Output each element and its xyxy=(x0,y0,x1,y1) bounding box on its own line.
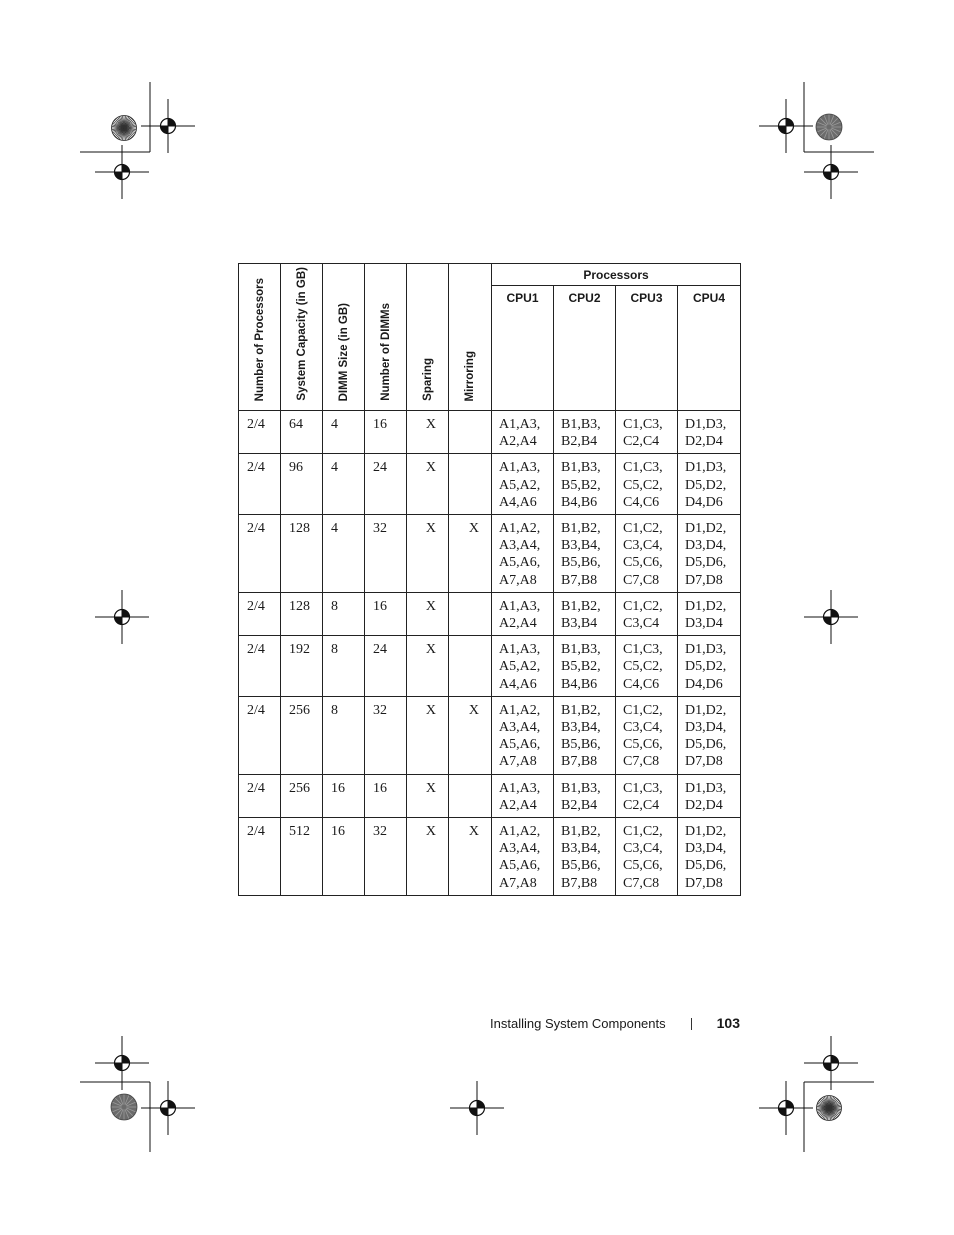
cell-dimm-size: 16 xyxy=(323,774,365,817)
registration-target-icon xyxy=(759,1081,813,1135)
cell-mirroring xyxy=(449,592,492,635)
cell-cpu1-slots: A1,A3, A5,A2, A4,A6 xyxy=(492,454,554,515)
cell-cpu4-slots: D1,D3, D5,D2, D4,D6 xyxy=(678,636,741,697)
cell-number-of-processors: 2/4 xyxy=(239,592,281,635)
cell-sparing: X xyxy=(407,774,449,817)
registration-target-icon xyxy=(804,1036,858,1090)
cell-system-capacity: 512 xyxy=(281,818,323,896)
table-row xyxy=(239,592,741,635)
cell-system-capacity: 128 xyxy=(281,592,323,635)
header-dimm-size: DIMM Size (in GB) xyxy=(323,264,365,411)
cell-cpu1-slots: A1,A2, A3,A4, A5,A6, A7,A8 xyxy=(492,696,554,774)
cell-cpu2-slots: B1,B3, B5,B2, B4,B6 xyxy=(554,636,616,697)
header-cpu1: CPU1 xyxy=(492,286,554,411)
cell-cpu3-slots: C1,C2, C3,C4, C5,C6, C7,C8 xyxy=(616,818,678,896)
cell-cpu4-slots: D1,D3, D2,D4 xyxy=(678,411,741,454)
cell-number-of-processors: 2/4 xyxy=(239,774,281,817)
cell-system-capacity: 256 xyxy=(281,774,323,817)
table-row xyxy=(239,818,741,896)
registration-target-icon xyxy=(450,1081,504,1135)
cell-system-capacity: 128 xyxy=(281,515,323,593)
cell-mirroring: X xyxy=(449,696,492,774)
cell-cpu1-slots: A1,A3, A2,A4 xyxy=(492,592,554,635)
cell-number-of-dimms: 16 xyxy=(365,774,407,817)
cell-cpu3-slots: C1,C3, C2,C4 xyxy=(616,774,678,817)
cell-cpu1-slots: A1,A3, A5,A2, A4,A6 xyxy=(492,636,554,697)
cell-cpu1-slots: A1,A2, A3,A4, A5,A6, A7,A8 xyxy=(492,515,554,593)
cell-number-of-dimms: 32 xyxy=(365,515,407,593)
cell-cpu4-slots: D1,D2, D3,D4 xyxy=(678,592,741,635)
cell-system-capacity: 96 xyxy=(281,454,323,515)
cell-cpu4-slots: D1,D3, D5,D2, D4,D6 xyxy=(678,454,741,515)
cell-number-of-processors: 2/4 xyxy=(239,515,281,593)
registration-target-icon xyxy=(95,145,149,199)
cell-system-capacity: 256 xyxy=(281,696,323,774)
registration-target-icon xyxy=(804,145,858,199)
cell-cpu3-slots: C1,C2, C3,C4, C5,C6, C7,C8 xyxy=(616,696,678,774)
cell-cpu4-slots: D1,D2, D3,D4, D5,D6, D7,D8 xyxy=(678,818,741,896)
header-cpu4: CPU4 xyxy=(678,286,741,411)
cell-dimm-size: 4 xyxy=(323,454,365,515)
cell-cpu4-slots: D1,D3, D2,D4 xyxy=(678,774,741,817)
cell-dimm-size: 4 xyxy=(323,411,365,454)
registration-target-icon xyxy=(141,99,195,153)
cell-mirroring: X xyxy=(449,818,492,896)
cell-number-of-processors: 2/4 xyxy=(239,454,281,515)
cell-number-of-dimms: 16 xyxy=(365,411,407,454)
cell-system-capacity: 192 xyxy=(281,636,323,697)
page-footer xyxy=(440,1015,740,1031)
cell-cpu4-slots: D1,D2, D3,D4, D5,D6, D7,D8 xyxy=(678,515,741,593)
footer-separator xyxy=(691,1018,692,1030)
registration-target-icon xyxy=(95,590,149,644)
cell-cpu3-slots: C1,C2, C3,C4 xyxy=(616,592,678,635)
cell-dimm-size: 4 xyxy=(323,515,365,593)
cell-sparing: X xyxy=(407,411,449,454)
table-row xyxy=(239,411,741,454)
cell-system-capacity: 64 xyxy=(281,411,323,454)
cell-cpu2-slots: B1,B2, B3,B4, B5,B6, B7,B8 xyxy=(554,515,616,593)
table-row xyxy=(239,515,741,593)
cell-cpu3-slots: C1,C3, C5,C2, C4,C6 xyxy=(616,636,678,697)
header-sparing: Sparing xyxy=(407,264,449,411)
cell-sparing: X xyxy=(407,696,449,774)
cell-cpu2-slots: B1,B2, B3,B4 xyxy=(554,592,616,635)
starburst-register-icon xyxy=(817,1096,842,1121)
header-mirroring: Mirroring xyxy=(449,264,492,411)
cell-dimm-size: 16 xyxy=(323,818,365,896)
cell-number-of-dimms: 24 xyxy=(365,636,407,697)
cell-mirroring xyxy=(449,636,492,697)
cell-number-of-dimms: 24 xyxy=(365,454,407,515)
cell-dimm-size: 8 xyxy=(323,592,365,635)
table-row xyxy=(239,636,741,697)
table-row xyxy=(239,454,741,515)
cell-mirroring xyxy=(449,454,492,515)
gray-register-dot-icon xyxy=(816,114,842,140)
cell-sparing: X xyxy=(407,454,449,515)
header-cpu3: CPU3 xyxy=(616,286,678,411)
cell-number-of-processors: 2/4 xyxy=(239,696,281,774)
memory-configuration-table xyxy=(238,263,741,896)
cell-number-of-dimms: 32 xyxy=(365,696,407,774)
header-number-of-processors: Number of Processors xyxy=(239,264,281,411)
header-system-capacity: System Capacity (in GB) xyxy=(281,264,323,411)
table-body xyxy=(239,411,741,896)
cell-cpu3-slots: C1,C3, C2,C4 xyxy=(616,411,678,454)
cell-cpu3-slots: C1,C3, C5,C2, C4,C6 xyxy=(616,454,678,515)
header-cpu2: CPU2 xyxy=(554,286,616,411)
cell-number-of-dimms: 32 xyxy=(365,818,407,896)
header-number-of-dimms: Number of DIMMs xyxy=(365,264,407,411)
cell-dimm-size: 8 xyxy=(323,636,365,697)
cell-number-of-processors: 2/4 xyxy=(239,636,281,697)
cell-cpu2-slots: B1,B3, B2,B4 xyxy=(554,774,616,817)
cell-number-of-dimms: 16 xyxy=(365,592,407,635)
starburst-register-icon xyxy=(112,116,137,141)
cell-cpu2-slots: B1,B3, B2,B4 xyxy=(554,411,616,454)
cell-cpu1-slots: A1,A3, A2,A4 xyxy=(492,411,554,454)
table-row xyxy=(239,696,741,774)
footer-section-title: Installing System Components xyxy=(490,1016,666,1031)
cell-cpu1-slots: A1,A3, A2,A4 xyxy=(492,774,554,817)
table-row xyxy=(239,774,741,817)
cell-number-of-processors: 2/4 xyxy=(239,411,281,454)
cell-cpu2-slots: B1,B2, B3,B4, B5,B6, B7,B8 xyxy=(554,696,616,774)
cell-cpu3-slots: C1,C2, C3,C4, C5,C6, C7,C8 xyxy=(616,515,678,593)
registration-target-icon xyxy=(804,590,858,644)
cell-mirroring xyxy=(449,411,492,454)
gray-register-dot-icon xyxy=(111,1094,137,1120)
cell-dimm-size: 8 xyxy=(323,696,365,774)
cell-cpu2-slots: B1,B2, B3,B4, B5,B6, B7,B8 xyxy=(554,818,616,896)
cell-sparing: X xyxy=(407,636,449,697)
cell-sparing: X xyxy=(407,592,449,635)
cell-sparing: X xyxy=(407,818,449,896)
cell-mirroring: X xyxy=(449,515,492,593)
registration-target-icon xyxy=(759,99,813,153)
cell-mirroring xyxy=(449,774,492,817)
cell-number-of-processors: 2/4 xyxy=(239,818,281,896)
registration-target-icon xyxy=(95,1036,149,1090)
cell-cpu4-slots: D1,D2, D3,D4, D5,D6, D7,D8 xyxy=(678,696,741,774)
cell-cpu2-slots: B1,B3, B5,B2, B4,B6 xyxy=(554,454,616,515)
registration-target-icon xyxy=(141,1081,195,1135)
page-number: 103 xyxy=(716,1015,740,1031)
cell-sparing: X xyxy=(407,515,449,593)
cell-cpu1-slots: A1,A2, A3,A4, A5,A6, A7,A8 xyxy=(492,818,554,896)
header-processors: Processors xyxy=(492,264,741,286)
